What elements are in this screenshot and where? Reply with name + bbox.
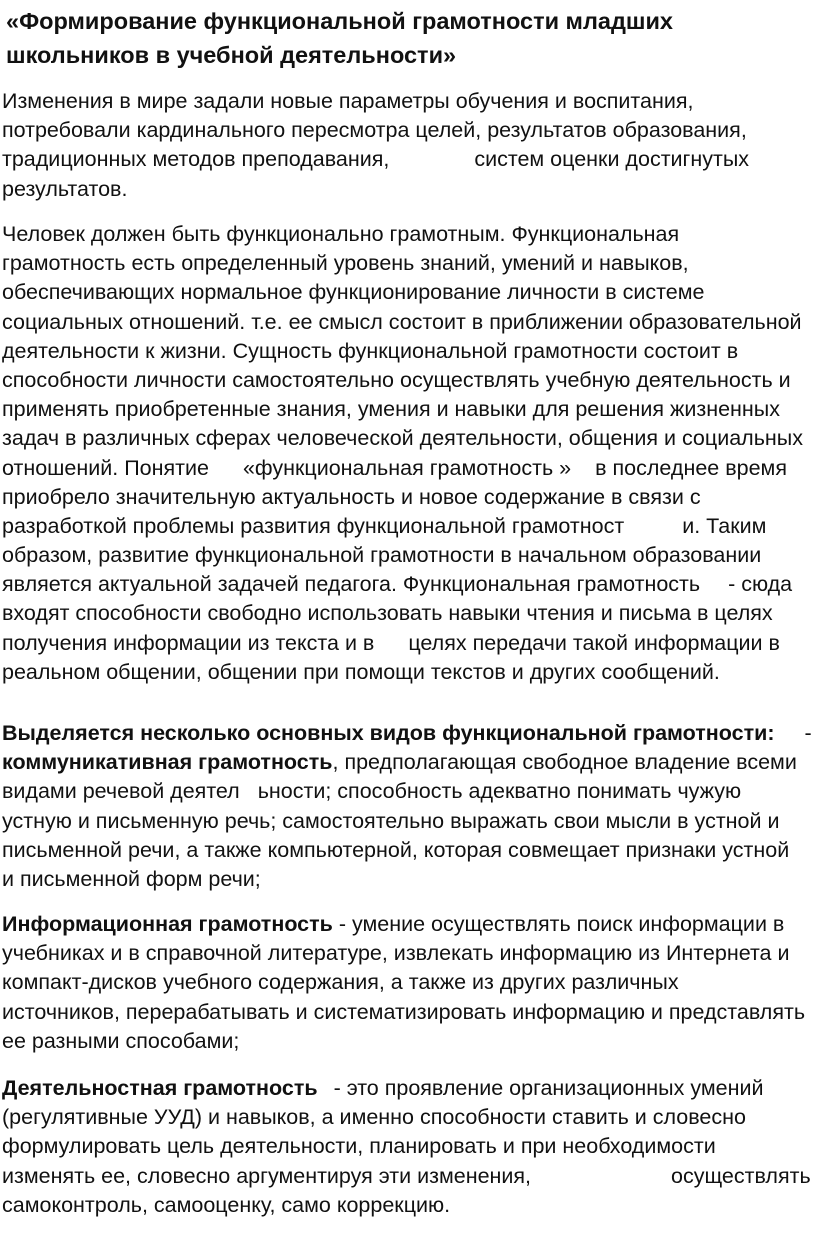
text-fragment: - умение осуществлять поиск информации в [332,912,785,936]
bold-term: Информационная грамотность [2,912,333,936]
text-fragment: традиционных методов преподавания, [2,147,390,172]
text-fragment: осуществлять [671,1163,811,1188]
text-fragment: - это проявление организационных умений [333,1076,764,1100]
text-line [2,719,816,748]
title-line: школьников в учебной деятельности» [6,42,457,68]
text-fragment: , предполагающая свободное владение всеми [332,750,797,775]
text-line: самоконтроль, самооценку, само коррекцию. [2,1192,451,1217]
text-line: Изменения в мире задали новые параметры обучения и воспитания, [2,89,694,113]
text-line: применять приобретенные знания, умения и навыки для решения жизненных [2,397,780,422]
paragraph-functional-literacy [2,220,816,687]
text-fragment: изменять ее, словесно аргументируя эти изменения, [2,1163,532,1188]
text-fragment: разработкой проблемы развития функциональной грамотност [2,513,625,538]
text-line: ее разными способами; [2,1028,240,1053]
document-title [6,4,816,72]
text-fragment: ьности; способность адекватно понимать чужую [257,779,742,804]
title-line: «Формирование функциональной грамотности младших [6,8,673,34]
text-line: деятельности к жизни. Сущность функциональной грамотности состоит в [2,338,739,363]
text-line: способности личности самостоятельно осуществлять учебную деятельность и [2,367,791,392]
text-line [2,1074,816,1103]
text-line [2,570,816,599]
text-line: грамотность есть определенный уровень знаний, умений и навыков, [2,251,689,276]
text-line: результатов. [2,176,128,201]
text-line: компакт-дисков учебного содержания, а также из других различных [2,970,679,995]
paragraph-intro [2,87,816,204]
text-fragment: и. Таким [682,513,767,538]
text-line: письменной речи, а также компьютерной, которая совмещает признаки устной [2,837,790,862]
text-line [2,748,816,777]
text-line: и письменной форм речи; [2,866,261,891]
bold-term: Деятельностная грамотность [2,1076,318,1100]
text-line: входят способности свободно использовать навыки чтения и письма в целях [2,601,773,626]
text-fragment: отношений. Понятие [2,455,209,480]
text-line: образом, развитие функциональной грамотности в начальном образовании [2,543,762,568]
text-line: обеспечивающих нормальное функционирование личности в системе [2,280,705,305]
text-fragment: целях передачи такой информации в [408,630,780,655]
text-line [2,777,816,806]
paragraph-activity-literacy [2,1074,816,1220]
text-fragment: является актуальной задачей педагога. Функциональная грамотность [2,572,701,597]
text-fragment: - сюда [728,572,793,597]
text-line: реальном общении, общении при помощи текстов и других сообщений. [2,659,720,684]
text-line: Человек должен быть функционально грамотным. Функциональная [2,222,680,246]
text-line [2,454,816,483]
text-line: задач в различных сферах человеческой деятельности, общения и социальных [2,426,803,451]
text-fragment: «функциональная грамотность » [242,455,572,480]
bold-heading: Выделяется несколько основных видов функциональной грамотности: [2,721,775,745]
text-fragment: видами речевой деятел [2,779,240,804]
text-line: (регулятивные УУД) и навыков, а именно способности ставить и словесно [2,1105,746,1130]
text-line: учебниках и в справочной литературе, извлекать информацию из Интернета и [2,941,790,966]
text-fragment: систем оценки достигнутых [474,147,750,172]
text-fragment: - [804,721,812,745]
text-line: приобрело значительную актуальность и новое содержание в связи с [2,484,701,509]
text-line [2,629,816,658]
paragraph-information-literacy [2,910,816,1056]
text-fragment: в последнее время [595,455,787,480]
text-line [2,512,816,541]
text-line: устную и письменную речь; самостоятельно выражать свои мысли в устной и [2,808,780,833]
paragraph-literacy-types [2,719,816,894]
text-line [2,145,816,174]
text-line: источников, перерабатывать и систематизировать информацию и представлять [2,999,806,1024]
text-line: формулировать цель деятельности, планировать и при необходимости [2,1134,716,1159]
text-line [2,910,816,939]
text-fragment: получения информации из текста и в [2,630,375,655]
text-line: потребовали кардинального пересмотра целей, результатов образования, [2,118,747,143]
bold-term: коммуникативная грамотность [2,750,333,775]
text-line [2,1162,816,1191]
text-line: социальных отношений. т.е. ее смысл состоит в приближении образовательной [2,309,802,334]
